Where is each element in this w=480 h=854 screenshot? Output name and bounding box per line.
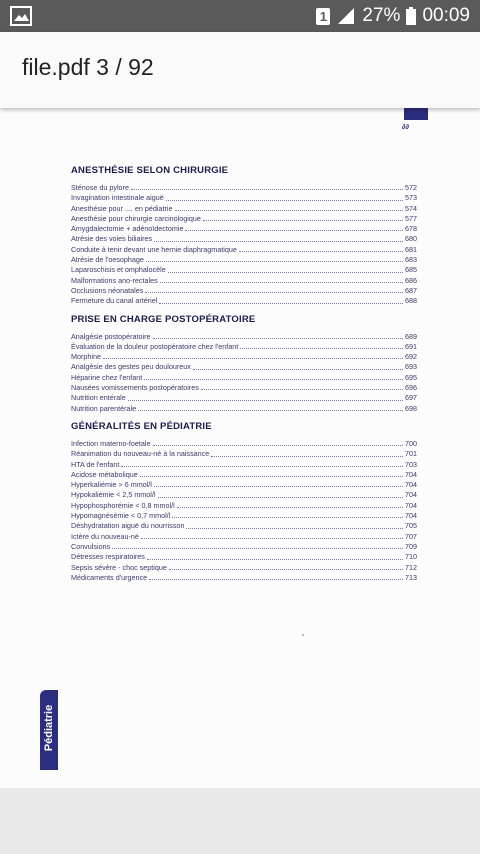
toc-entry-page: 691 — [405, 341, 417, 351]
dot-leader — [146, 261, 403, 262]
toc-entry-page: 701 — [405, 449, 417, 459]
toc-entry — [71, 393, 417, 403]
toc-entry — [71, 214, 417, 224]
sim-icon: 1 — [316, 8, 330, 25]
dot-leader — [166, 200, 403, 201]
toc-entry-page: 700 — [405, 438, 417, 448]
dot-leader — [240, 348, 403, 349]
toc-entry-title: Nutrition entérale — [71, 393, 126, 403]
dot-leader — [153, 338, 403, 339]
battery-percent: 27% — [362, 5, 401, 26]
toc-entry-title: Anesthésie pour .... en pédiatrie — [71, 203, 173, 213]
toc-entry-page: 685 — [405, 265, 417, 275]
toc-section — [71, 165, 417, 307]
dot-leader — [168, 272, 403, 273]
toc-entry-page: 696 — [405, 383, 417, 393]
dot-leader — [169, 569, 403, 570]
gallery-notification-icon — [10, 6, 32, 26]
dot-leader — [140, 476, 403, 477]
toc-entry-title: Hypomagnésémie < 0,7 mmol/l — [71, 511, 171, 521]
toc-entry-title: Hypokaliémie < 2,5 mmol/l — [71, 490, 156, 500]
toc-entry-title: Conduite à tenir devant une hernie diaphragmatique — [71, 244, 237, 254]
toc-entry-title: Amygdalectomie + adénoïdectomie — [71, 224, 184, 234]
toc-entry-title: Convulsions — [71, 541, 111, 551]
toc-entry — [71, 542, 417, 552]
toc-entry-title: Ictère du nouveau-né — [71, 531, 139, 541]
toc-entry — [71, 521, 417, 531]
toc-entry — [71, 563, 417, 573]
toc-entry-page: 689 — [405, 331, 417, 341]
toc-entry-page: 683 — [405, 255, 417, 265]
toc-entry-title: HTA de l'enfant — [71, 459, 120, 469]
toc-entry — [71, 183, 417, 193]
dot-leader — [211, 456, 403, 457]
toc-entry — [71, 234, 417, 244]
toc-entry-page: 713 — [405, 572, 417, 582]
toc-entry-page: 573 — [405, 193, 417, 203]
toc-entry-page: 577 — [405, 213, 417, 223]
pdf-page[interactable] — [0, 108, 480, 788]
dot-leader — [160, 282, 403, 283]
toc-entry — [71, 352, 417, 362]
toc-entry-title: Sténose du pylore — [71, 183, 129, 192]
dot-leader — [147, 559, 403, 560]
dot-leader — [131, 189, 403, 190]
toc-entry — [71, 532, 417, 542]
toc-entry-title: Laparoschisis et omphalocèle — [71, 265, 166, 275]
section-title: ANESTHÉSIE SELON CHIRURGIE — [71, 165, 229, 176]
toc-entry-page: 703 — [405, 459, 417, 469]
toc-entry — [71, 480, 417, 490]
toc-entry — [71, 439, 417, 449]
dot-leader — [144, 379, 403, 380]
dot-leader — [185, 230, 403, 231]
toc-entry — [71, 552, 417, 562]
toc-entry-title: Médicaments d'urgence — [71, 572, 148, 582]
toc-entry-page: 695 — [405, 372, 417, 382]
toc-entry-title: Analgésie postopératoire — [71, 331, 151, 341]
toc-entry-page: 705 — [405, 521, 417, 531]
toc-entry-page: 574 — [405, 203, 417, 213]
toc-entry — [71, 460, 417, 470]
side-tab — [40, 690, 58, 770]
toc-entry — [71, 276, 417, 286]
toc-entry-title: Détresses respiratoires — [71, 552, 145, 562]
toc-entry — [71, 404, 417, 414]
toc-entry-page: 709 — [405, 541, 417, 551]
toc-entry-page: 704 — [405, 500, 417, 510]
toc-entry-title: Morphine — [71, 352, 101, 362]
toc-entry-page: 686 — [405, 275, 417, 285]
dot-leader — [177, 507, 403, 508]
toc-entry — [71, 193, 417, 203]
corner-page-number: ∂∂ — [402, 124, 409, 131]
toc-entry-title: Nutrition parentérale — [71, 403, 137, 413]
dot-leader — [128, 400, 403, 401]
dot-leader — [154, 241, 403, 242]
dot-leader — [154, 486, 403, 487]
dot-leader — [201, 389, 403, 390]
app-bar — [0, 32, 480, 108]
dot-leader — [112, 548, 403, 549]
toc-entry-page: 704 — [405, 469, 417, 479]
toc-entry-page: 693 — [405, 362, 417, 372]
toc-entry-title: Sepsis sévère - choc septique — [71, 562, 167, 572]
dot-leader — [141, 538, 403, 539]
toc-entry-page: 704 — [405, 490, 417, 500]
toc-entry-page: 698 — [405, 403, 417, 413]
toc-entry-title: Déshydratation aiguë du nourrisson — [71, 521, 185, 531]
toc-entry — [71, 501, 417, 511]
status-bar — [0, 0, 480, 32]
toc-entry-title: Atrésie des voies biliaires — [71, 234, 153, 244]
toc-section — [71, 314, 417, 414]
toc-entry — [71, 296, 417, 306]
toc-entry-title: Réanimation du nouveau-né à la naissance — [71, 449, 210, 459]
toc-entry — [71, 342, 417, 352]
toc-entry — [71, 265, 417, 275]
toc-entry-page: 704 — [405, 511, 417, 521]
toc-entry-title: Hyperkaliémie > 6 mmol/l — [71, 480, 152, 490]
dot-leader — [186, 528, 403, 529]
toc-entry-title: Invagination intestinale aiguë — [71, 193, 164, 203]
toc-entry — [71, 245, 417, 255]
clock: 00:09 — [422, 5, 470, 26]
dot-leader — [149, 579, 403, 580]
dot-leader — [138, 410, 403, 411]
scan-speck — [302, 634, 304, 636]
toc-entry-title: Occlusions néonatales — [71, 285, 144, 295]
section-title: PRISE EN CHARGE POSTOPÉRATOIRE — [71, 313, 256, 325]
toc-entry — [71, 255, 417, 265]
toc-entry-title: Acidose métabolique — [71, 469, 138, 479]
dot-leader — [153, 445, 403, 446]
toc-entry-page: 704 — [405, 480, 417, 490]
signal-icon — [336, 7, 356, 25]
document-title: file.pdf 3 / 92 — [22, 54, 154, 80]
toc-entry — [71, 490, 417, 500]
toc-entry — [71, 224, 417, 234]
dot-leader — [203, 220, 403, 221]
toc-entry-page: 678 — [405, 224, 417, 234]
dot-leader — [239, 251, 403, 252]
toc-entry — [71, 373, 417, 383]
section-title: GÉNÉRALITÉS EN PÉDIATRIE — [71, 420, 212, 432]
toc-entry-page: 572 — [405, 183, 417, 192]
toc-entry-page: 710 — [405, 552, 417, 562]
toc-entry-page: 707 — [405, 531, 417, 541]
toc-entry — [71, 362, 417, 372]
toc-entry — [71, 383, 417, 393]
toc-entry — [71, 286, 417, 296]
dot-leader — [159, 303, 403, 304]
dot-leader — [145, 292, 403, 293]
toc-entry — [71, 511, 417, 521]
dot-leader — [172, 517, 403, 518]
toc-entry — [71, 332, 417, 342]
table-of-contents — [71, 165, 417, 590]
toc-entry-title: Héparine chez l'enfant — [71, 372, 143, 382]
toc-entry-page: 692 — [405, 352, 417, 362]
battery-icon — [406, 7, 416, 25]
toc-entry — [71, 573, 417, 583]
toc-entry-page: 681 — [405, 244, 417, 254]
toc-entry-page: 712 — [405, 562, 417, 572]
toc-entry-title: Anesthésie pour chirurgie carcinologique — [71, 213, 201, 223]
toc-entry-title: Évaluation de la douleur postopératoire chez l'enfant — [71, 341, 239, 351]
toc-entry-page: 687 — [405, 285, 417, 295]
toc-entry-page: 697 — [405, 393, 417, 403]
toc-entry-title: Infection materno-foetale — [71, 438, 151, 448]
toc-entry — [71, 449, 417, 459]
toc-entry-page: 688 — [405, 296, 417, 306]
toc-entry-title: Fermeture du canal artériel — [71, 296, 158, 306]
toc-entry — [71, 470, 417, 480]
toc-entry-page: 680 — [405, 234, 417, 244]
toc-entry-title: Nausées vomissements postopératoires — [71, 383, 199, 393]
toc-entry-title: Atrésie de l'oesophage — [71, 255, 144, 265]
toc-entry — [71, 204, 417, 214]
dot-leader — [121, 466, 403, 467]
dot-leader — [193, 369, 403, 370]
toc-entry-title: Analgésie des gestes peu douloureux — [71, 362, 191, 372]
toc-section — [71, 421, 417, 583]
side-tab-label: Pédiatrie — [43, 704, 55, 752]
toc-entry-title: Hypophosphorémie < 0,8 mmol/l — [71, 500, 175, 510]
dot-leader — [175, 210, 404, 211]
toc-entry-title: Malformations ano-rectales — [71, 275, 158, 285]
dot-leader — [158, 497, 404, 498]
dot-leader — [103, 358, 403, 359]
corner-tab-mark — [404, 108, 428, 120]
